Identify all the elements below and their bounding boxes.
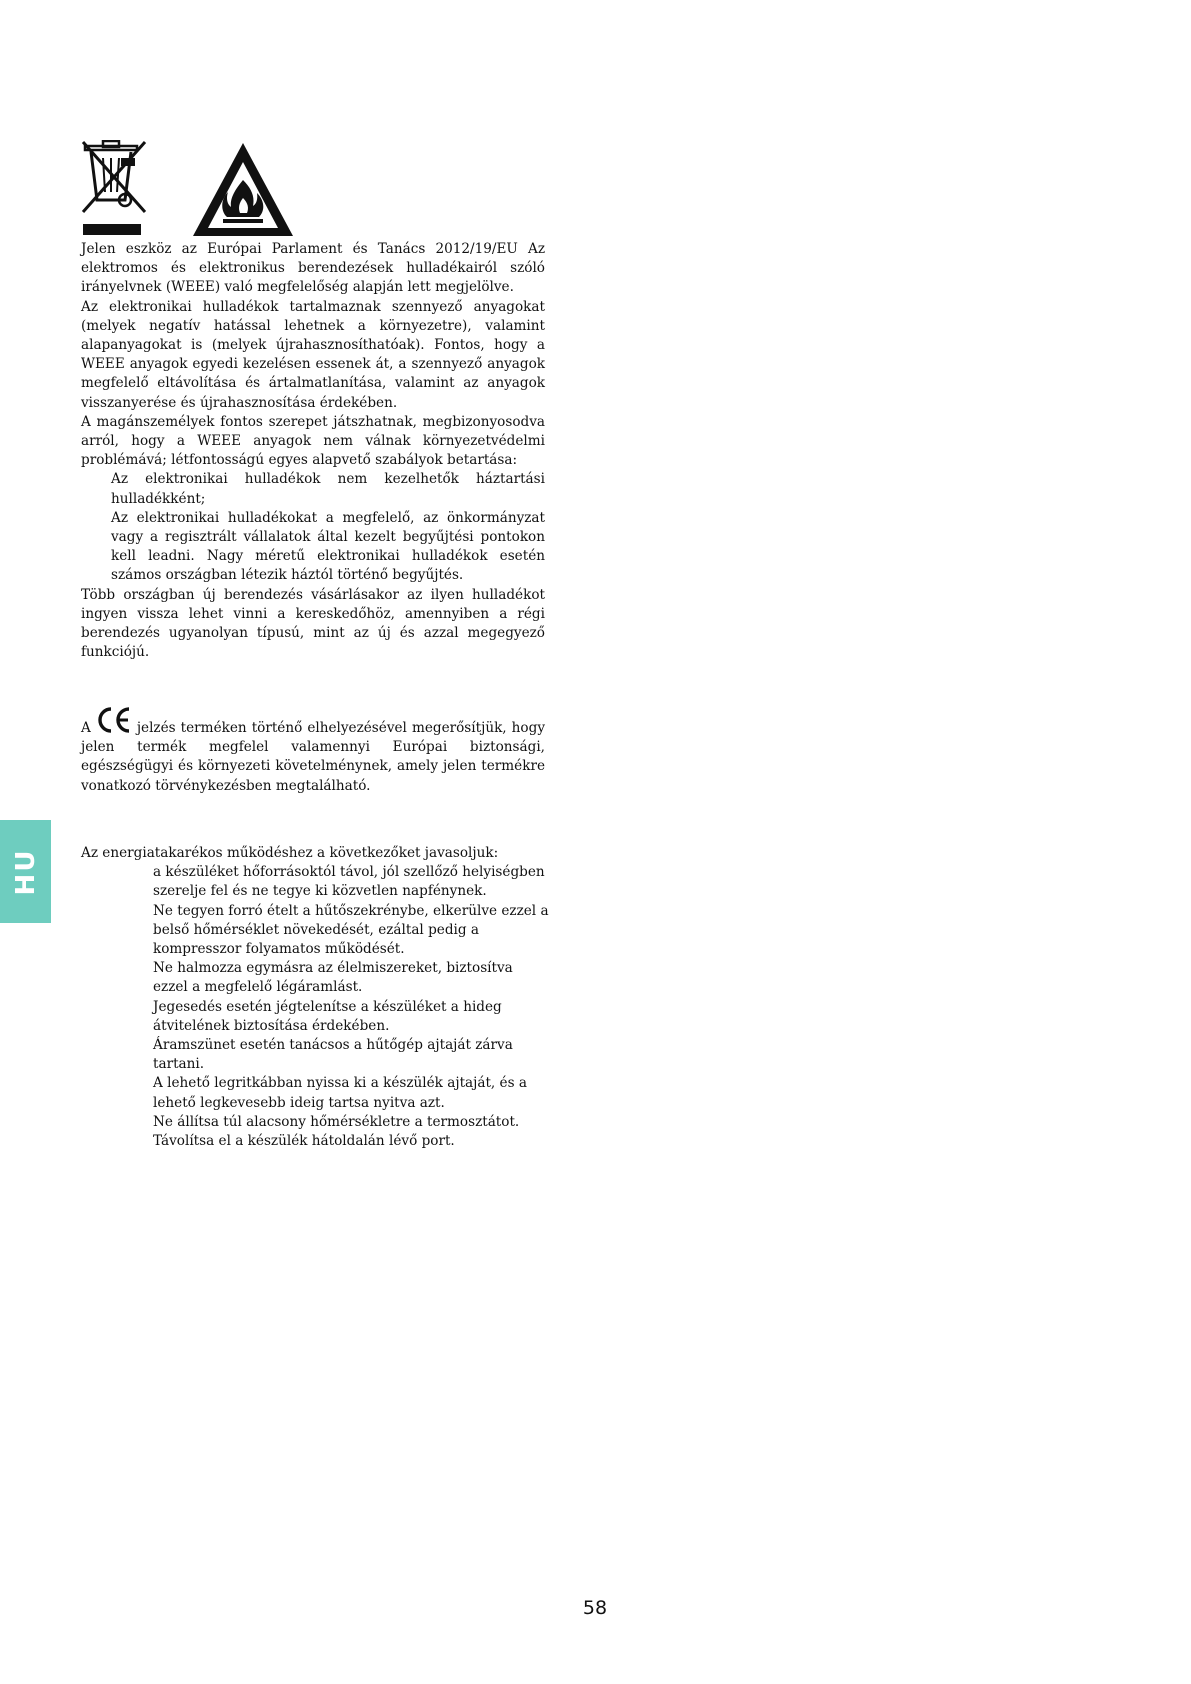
ce-mark-icon — [95, 706, 133, 734]
weee-rule-item: Az elektronikai hulladékokat a megfelelő, az önkormányzat vagy a regisztrált vállalatok által kezelt begyűjtési pontokon kell leadni. Nagy méretű elektronikai hulladékok esetén számos országban létezik háztól történő begyűjtés. — [111, 509, 545, 584]
weee-closing-paragraph: Több országban új berendezés vásárlásakor az ilyen hulladékot ingyen vissza lehet vinni a kereskedőhöz, amennyiben a régi berendezés ugyanolyan típusú, mint az új és azzal megegyező funkciójú. — [81, 586, 545, 661]
energy-tip: Ne állítsa túl alacsony hőmérsékletre a termosztátot. — [153, 1113, 520, 1130]
crossed-out-wheelie-bin-icon — [81, 140, 147, 235]
energy-tip: A lehető legritkábban nyissa ki a készülék ajtaját, és a lehető legkevesebb ideig tartsa nyitva azt. — [153, 1075, 528, 1111]
energy-saving-section — [81, 844, 551, 1151]
weee-pollutants-paragraph: Az elektronikai hulladékok tartalmaznak szennyező anyagokat (melyek negatív hatással lehetnek a környezetre), valamint alapanyagokat is (melyek újrahasznosíthatóak). Fontos, hogy a WEEE anyagok egyedi kezelésen essenek át, a szennyező anyagok megfelelő eltávolítása és ártalmatlanítása, valamint az anyagok visszanyerése és újrahasznosítása érdekében. — [81, 298, 545, 411]
ce-text: jelzés terméken történő elhelyezésével megerősítjük, hogy jelen termék megfelel valamennyi Európai biztonsági, egészségügyi és környezeti követelménynek, amely jelen termékre vonatkozó törvénykezésben megtalálható. — [81, 720, 545, 794]
energy-tips-list — [81, 863, 551, 1151]
ce-prefix: A — [81, 720, 91, 736]
energy-tip: Jegesedés esetén jégtelenítse a készüléket a hideg átvitelének biztosítása érdekében. — [153, 998, 502, 1034]
energy-tip: Áramszünet esetén tanácsos a hűtőgép ajtaját zárva tartani. — [153, 1037, 513, 1073]
page-number: 58 — [582, 1597, 608, 1619]
energy-tip: a készüléket hőforrásoktól távol, jól szellőző helyiségben szerelje fel és ne tegye ki közvetlen napfénynek. — [153, 864, 545, 900]
energy-intro: Az energiatakarékos működéshez a következőket javasoljuk: — [81, 845, 499, 861]
ce-paragraph — [81, 706, 545, 796]
flammable-warning-triangle-icon — [189, 140, 297, 240]
language-tab — [0, 820, 51, 923]
energy-tip: Ne tegyen forró ételt a hűtőszekrénybe, elkerülve ezzel a belső hőmérséklet növekedését, ezáltal pedig a kompresszor folyamatos működését. — [153, 902, 549, 958]
ce-section — [81, 706, 545, 796]
weee-rule-item: Az elektronikai hulladékok nem kezelhetők háztartási hulladékként; — [111, 471, 545, 507]
energy-tip: Távolítsa el a készülék hátoldalán lévő port. — [153, 1133, 455, 1150]
language-tab-label: HU — [10, 848, 41, 895]
weee-section — [81, 140, 545, 662]
energy-tip: Ne halmozza egymásra az élelmiszereket, biztosítva ezzel a megfelelő légáramlást. — [153, 960, 513, 996]
weee-intro-paragraph: Jelen eszköz az Európai Parlament és Tanács 2012/19/EU Az elektromos és elektronikus berendezések hulladékairól szóló irányelvnek (WEEE) való megfelelőség alapján lett megjelölve. — [81, 241, 545, 296]
symbol-row — [81, 140, 545, 240]
weee-role-paragraph: A magánszemélyek fontos szerepet játszhatnak, megbizonyosodva arról, hogy a WEEE anyagok nem válnak környezetvédelmi problémává; létfontosságú egyes alapvető szabályok betartása: — [81, 413, 545, 469]
